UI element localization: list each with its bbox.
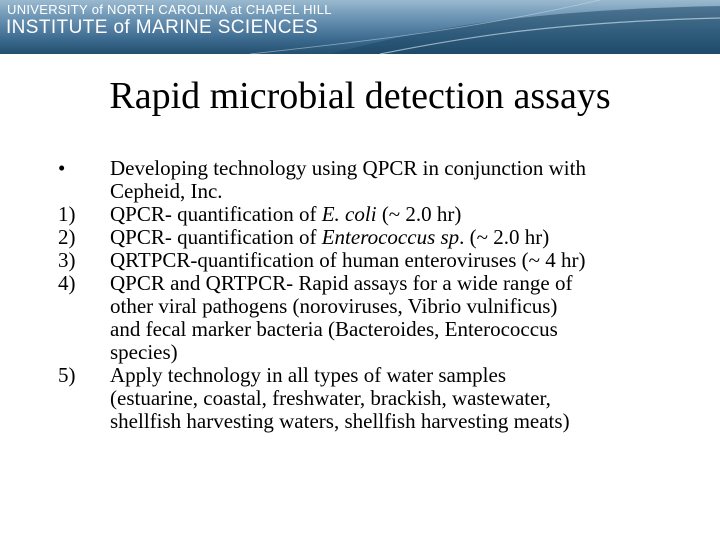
institute-name: INSTITUTE of MARINE SCIENCES <box>6 17 319 38</box>
item-line: and fecal marker bacteria (Bacteroides, Enterococcus <box>110 317 558 341</box>
organism-name: E. coli <box>321 202 377 226</box>
item-text <box>110 249 678 272</box>
item-marker: 1) <box>58 202 76 226</box>
header-banner <box>0 0 720 54</box>
item-marker: 2) <box>58 225 76 249</box>
item-text-pre: QPCR- quantification of <box>110 225 322 249</box>
item-marker: • <box>58 156 66 180</box>
list-item <box>58 249 678 272</box>
item-text <box>110 203 678 226</box>
list-item <box>58 364 678 433</box>
item-text <box>110 364 678 433</box>
list-item <box>58 203 678 226</box>
item-text-pre: QPCR- quantification of <box>110 202 322 226</box>
item-line: Developing technology using QPCR in conjunction with <box>110 156 586 180</box>
item-line: QRTPCR-quantification of human enteroviruses (~ 4 hr) <box>110 248 586 272</box>
item-line: QPCR and QRTPCR- Rapid assays for a wide range of <box>110 271 573 295</box>
item-text-post: . (~ 2.0 hr) <box>459 225 550 249</box>
list-item <box>58 272 678 364</box>
item-marker: 5) <box>58 363 76 387</box>
organism-name: Enterococcus sp <box>321 225 460 249</box>
bullet-list <box>58 157 678 433</box>
item-text-post: (~ 2.0 hr) <box>376 202 462 226</box>
slide-title: Rapid microbial detection assays <box>109 75 611 117</box>
item-text <box>110 226 678 249</box>
item-line: (estuarine, coastal, freshwater, brackish, wastewater, <box>110 386 551 410</box>
item-line: Cepheid, Inc. <box>110 179 223 203</box>
item-line: shellfish harvesting waters, shellfish harvesting meats) <box>110 409 570 433</box>
item-marker: 3) <box>58 248 76 272</box>
list-item <box>58 226 678 249</box>
item-line: other viral pathogens (noroviruses, Vibrio vulnificus) <box>110 294 558 318</box>
list-item <box>58 157 678 203</box>
item-line: Apply technology in all types of water samples <box>110 363 506 387</box>
item-text <box>110 272 678 364</box>
item-marker: 4) <box>58 271 76 295</box>
item-line: species) <box>110 340 178 364</box>
item-text <box>110 157 678 203</box>
university-name: UNIVERSITY of NORTH CAROLINA at CHAPEL HILL <box>7 2 332 17</box>
